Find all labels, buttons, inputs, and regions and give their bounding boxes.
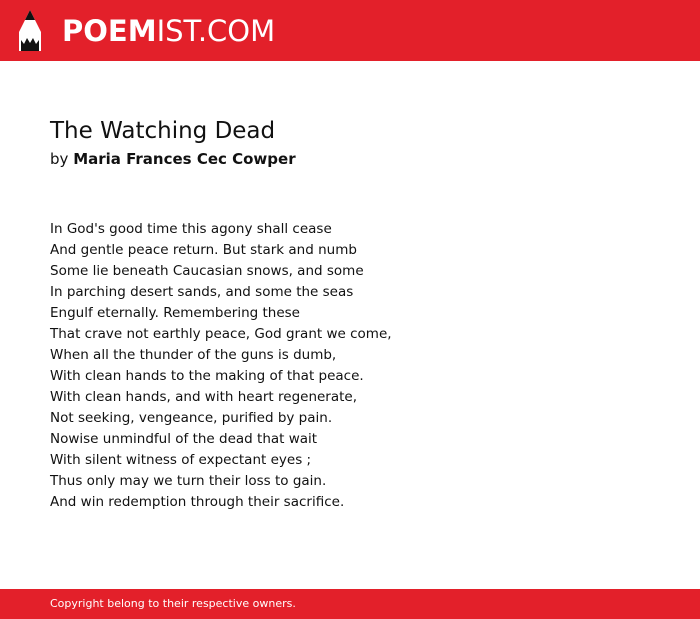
poem-line: And win redemption through their sacrifice.: [50, 494, 345, 510]
poem-title: The Watching Dead: [50, 118, 276, 144]
poem-line: Thus only may we turn their loss to gain.: [50, 473, 327, 489]
poem-line: That crave not earthly peace, God grant we come,: [50, 326, 392, 342]
site-logo-text: [62, 10, 275, 52]
poem-line: Not seeking, vengeance, purified by pain.: [50, 410, 333, 426]
poem-line: And gentle peace return. But stark and numb: [50, 242, 357, 258]
poem-line: Nowise unmindful of the dead that wait: [50, 431, 318, 447]
poem-line: In God's good time this agony shall cease: [50, 221, 332, 237]
pencil-tip-icon: [17, 10, 43, 52]
logo-text-bold: POEM: [62, 14, 157, 48]
byline-label: by: [50, 150, 69, 168]
logo-text-light: IST.COM: [156, 14, 276, 48]
site-logo-link[interactable]: [17, 10, 275, 52]
poem-line: Some lie beneath Caucasian snows, and some: [50, 263, 364, 279]
poem-line: With silent witness of expectant eyes ;: [50, 452, 312, 468]
poem-byline: [50, 148, 296, 170]
poem-line: Engulf eternally. Remembering these: [50, 305, 300, 321]
copyright-text: Copyright belong to their respective owners.: [50, 597, 296, 610]
poem-line: When all the thunder of the guns is dumb,: [50, 347, 337, 363]
author-link[interactable]: Maria Frances Cec Cowper: [73, 150, 296, 168]
poem-line: In parching desert sands, and some the seas: [50, 284, 354, 300]
poem-body: [50, 219, 650, 513]
site-footer: [0, 589, 700, 619]
poem-line: With clean hands, and with heart regenerate,: [50, 389, 358, 405]
poem-line: With clean hands to the making of that peace.: [50, 368, 364, 384]
site-header: [0, 0, 700, 61]
